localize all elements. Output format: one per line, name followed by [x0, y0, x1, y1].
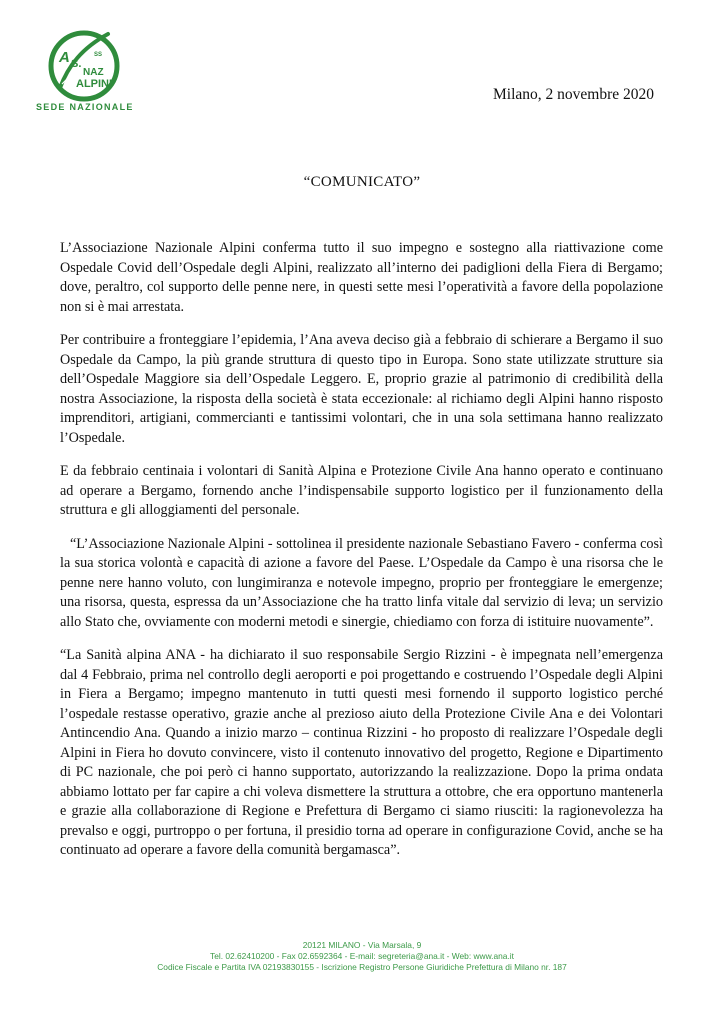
paragraph-5: “La Sanità alpina ANA - ha dichiarato il suo responsabile Sergio Rizzini - è impegnata nell’emergenza dal 4 Febbraio, prima nel controllo degli aeroporti e poi progettando e costruendo l’Ospedale degli Alpini in Fiera a Bergamo; impegno mantenuto in tutti questi mesi fornendo il supporto logistico perché l’ospedale restasse operativo, grazie anche al prezioso aiuto della Protezione Civile Ana e dei Volontari Antincendio Ana. Quando a inizio marzo – continua Rizzini - ho proposto di realizzare l’Ospedale degli Alpini in Fiera ho dovuto convincere, visto il contenuto innovativo del progetto, Regione e Dipartimento di PC nazionale, che poi però ci hanno supportato, autorizzando la realizzazione. Dopo la prima ondata abbiamo lottato per far capire a chi voleva dismettere la struttura a ottobre, che era opportuno mantenerla e grazie alla collaborazione di Regione e Prefettura di Bergamo ci siamo riusciti: la ragionevolezza ha prevalso e oggi, purtroppo o per fortuna, il presidio torna ad operare in configurazione Covid, anche se ha continuato ad operare a favore della comunità bergamasca”. — [60, 647, 663, 858]
logo-letter-small: SS — [94, 52, 103, 58]
logo-letter-s: S. — [71, 58, 82, 70]
letterhead-footer — [0, 940, 724, 972]
document-date: Milano, 2 novembre 2020 — [492, 86, 654, 103]
footer-legal: Codice Fiscale e Partita IVA 02193830155 - Iscrizione Registro Persone Giuridiche Prefettura di Milano nr. 187 — [157, 961, 567, 972]
logo-letter-alpini: ALPINI — [76, 78, 113, 90]
document-body — [60, 239, 663, 875]
logo-letter-naz: NAZ — [83, 67, 104, 78]
document-heading: “COMUNICATO” — [303, 174, 421, 190]
letterhead-subtitle: SEDE NAZIONALE — [36, 102, 134, 112]
logo-letter-a: A — [59, 49, 70, 66]
paragraph-1: L’Associazione Nazionale Alpini conferma tutto il suo impegno e sostegno alla riattivazione come Ospedale Covid dell’Ospedale degli Alpini, realizzato all’interno dei padiglioni della Fiera di Bergamo; dove, peraltro, col supporto delle penne nere, in questi sette mesi l’operatività a favore della popolazione non si è mai arrestata. — [60, 240, 663, 315]
footer-address: 20121 MILANO - Via Marsala, 9 — [302, 940, 422, 950]
footer-contacts: Tel. 02.62410200 - Fax 02.6592364 - E-mail: segreteria@ana.it - Web: www.ana.it — [210, 950, 514, 961]
paragraph-4: “L’Associazione Nazionale Alpini - sottolinea il presidente nazionale Sebastiano Favero - conferma così la sua storica volontà e capacità di azione a favore del Paese. L’Ospedale da Campo è una risorsa che le penne nere hanno voluto, con lungimiranza e notevole impegno, proprio per fronteggiare le emergenze; una risorsa, questa, espressa da un’Associazione che ha tratto linfa vitale dal servizio di leva; un servizio allo Stato che, ovviamente con moderni metodi e sinergie, chiediamo con forza di istituire nuovamente”. — [60, 535, 663, 630]
paragraph-3: E da febbraio centinaia i volontari di Sanità Alpina e Protezione Civile Ana hanno operato e continuano ad operare a Bergamo, fornendo anche l’indispensabile supporto logistico per il funzionamento della struttura e gli alloggiamenti del personale. — [60, 463, 663, 518]
paragraph-2: Per contribuire a fronteggiare l’epidemia, l’Ana aveva deciso già a febbraio di schierare a Bergamo il suo Ospedale da Campo, la più grande struttura di questo tipo in Europa. Sono state utilizzate strutture sia dell’Ospedale Maggiore sia dell’Ospedale Leggero. E, proprio grazie al patrimonio di credibilità della nostra Associazione, la risposta della società è stata eccezionale: al richiamo degli Alpini hanno risposto imprenditori, artigiani, commercianti e tantissimi volontari, che in una sola settimana hanno realizzato l’Ospedale. — [60, 332, 663, 446]
